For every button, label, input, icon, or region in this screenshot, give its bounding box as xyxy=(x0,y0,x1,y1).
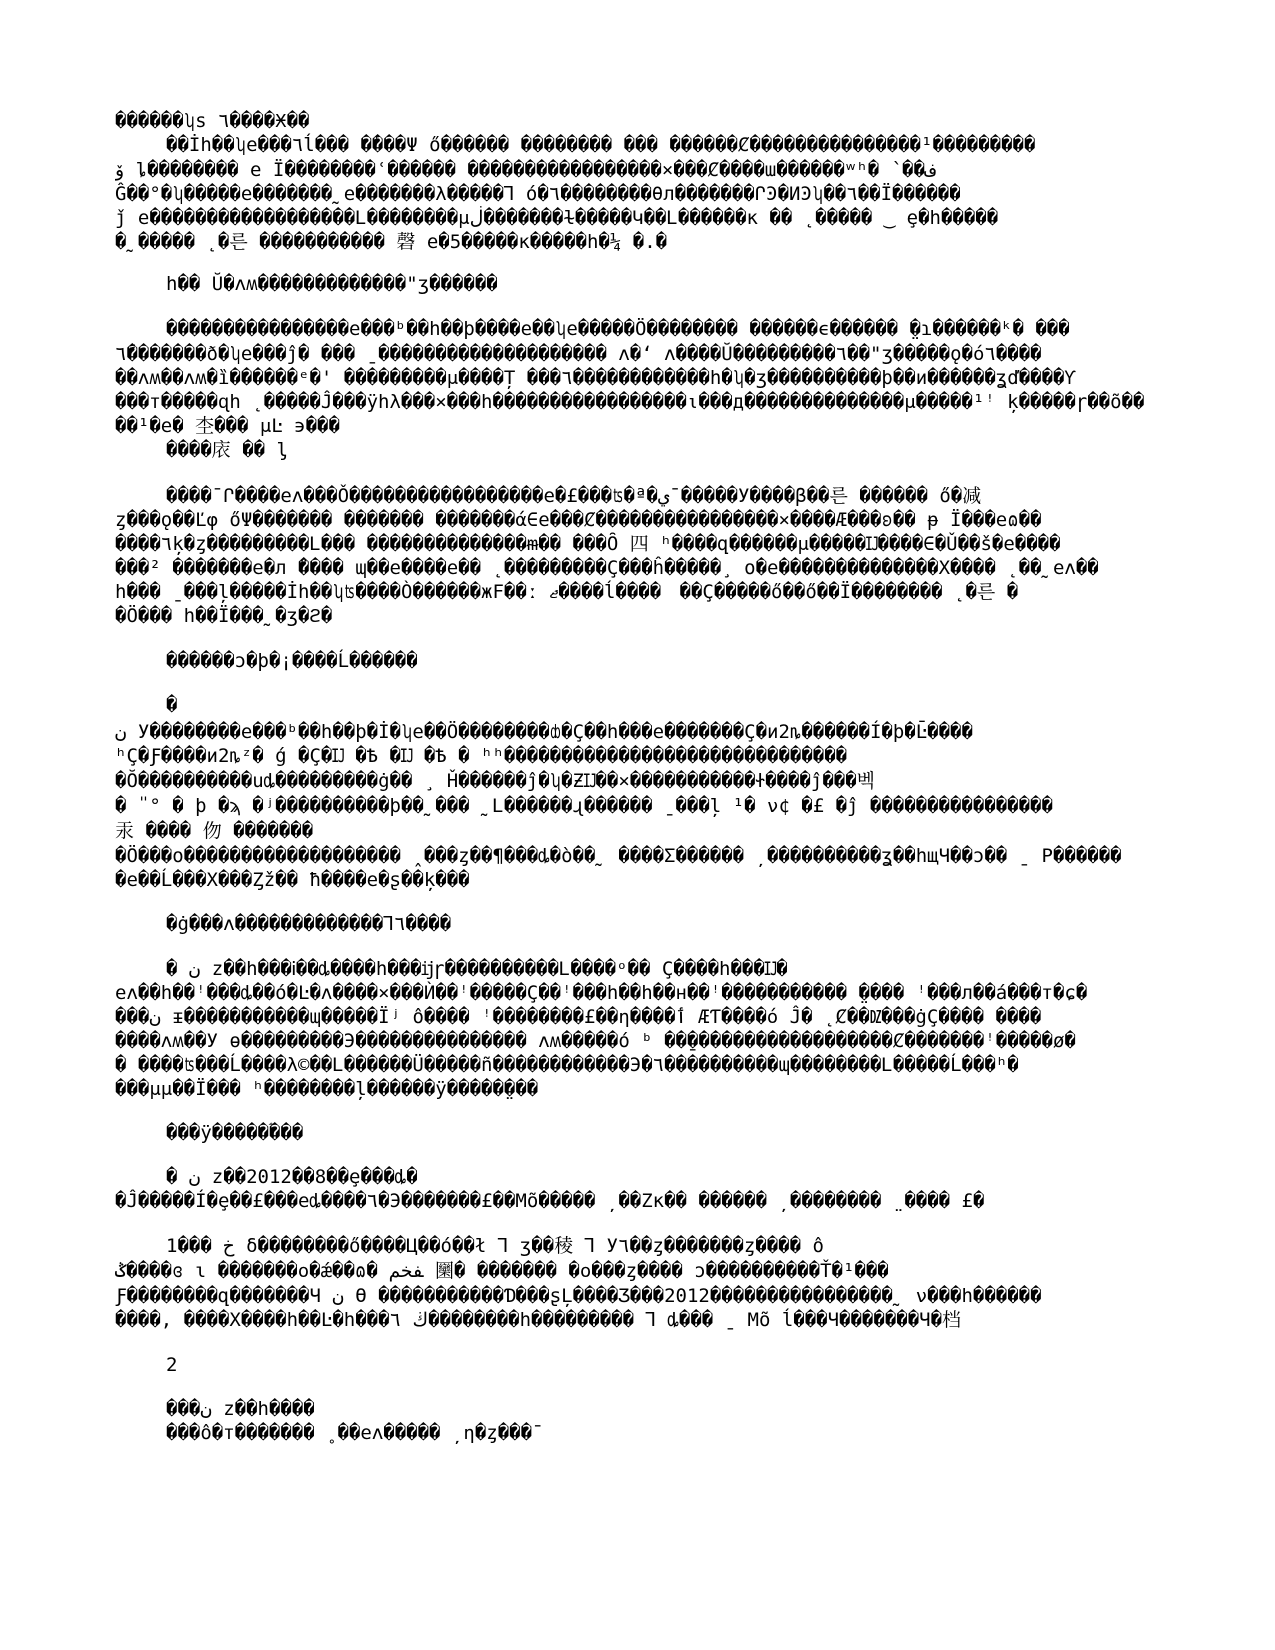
paragraph-7-line-1: � xyxy=(166,694,178,716)
document-heading: ������ʮs ٦����Ӿ�� xyxy=(115,110,310,132)
paragraph-1-line-1: ��İh��ʮe���٦ĺ��� �֡���Ψ ő������ �������� ��� ������Ȼ���������������¹��������� xyxy=(166,134,1036,156)
paragraph-10-line-3: ���ن ᵻ�����������ɰ�����Ïʲ ô���� ꜝ��������£��η����ٲ ÆƬ����ό Ĵ� ˛Ȼ��Ǳ���ġÇ���� ���� xyxy=(115,1006,1042,1028)
paragraph-1-line-4: ǰ e������������������Լ��������μڶ�������ɫ�����Կ��Լ������ĸ �� ˛����� ‿ ȩ�h����� xyxy=(115,207,999,229)
paragraph-8-line-4: � ̎ ° � þ �ϡ �ʲ����������þ��˷��� ˷Լ������ɻ������ ˍ���ļ ¹� ν¢ �£ �ĵ ���������������� xyxy=(115,795,1053,817)
paragraph-8-line-5: 汞 ���� 伆 ������� xyxy=(115,820,314,842)
paragraph-10-line-5: � ����ʦ���Ĺ����λ©��Լ������Ü�����ñ������������Э�٦����������ɰ��������Լ�����Ĺ���ʰ� xyxy=(115,1054,1019,1076)
paragraph-11-line-1: ���ÿ�����ۘ��� xyxy=(166,1122,304,1144)
paragraph-5-line-2: ȥ���ǫ��Ľφ őΨ������� ������� �������ά∈e���Ȼ����������������×����Æ���ʚ�� ᵽ Ï���eɷ�� xyxy=(115,509,1042,531)
paragraph-3-line-4: ���ᴛ�����ɋh ˛�����Ĵ���ÿhλ���×���h�����������������ι���д��������������μ�����¹ꜝ ķ�����ɼ��õ�� xyxy=(115,391,1145,413)
paragraph-1-line-5: �˷����� ˛�른 ����������� 磬 e�5�����ĸ�����h�¼ �.� xyxy=(115,231,668,253)
paragraph-8-line-1: ن У��������e���ᵇ��h��þ�İ�ʮe��Ö��������ȸ�Ç��h���e�������Ç�и2ȵ������Í�þ�Ŀ̄���� xyxy=(115,721,973,743)
paragraph-8-line-3: �Ŏ����������uȡ���������ġ�� ¸ Ȟ������ĵ�ʮ�ƵĲ��×�����������Ꮠ����ĵ���벡 xyxy=(115,770,875,792)
paragraph-8-line-2: ʰÇ�Ƒ����и2ȵᶻ� ǵ �Ç�Ĳ �Ѣ �Ĳ �Ѣ � ʰʰ������������������������������ xyxy=(115,745,848,767)
paragraph-3-line-3: ��ʌʍ��ʌʍ�ȉ������ᵉ�' ���������μ����Ț ���٦������������h�ʮ�ʒ����������þ��и������ʓď����Ƴ xyxy=(115,367,1076,389)
paragraph-12-line-2: �Ĵ�����Í�ȩ��£���eȡ����٦�Э�������£��Mõ����� ̦ ��Zĸ�� ������ ̦ �������� ̤ ���� £� xyxy=(115,1190,985,1212)
paragraph-4-line-1: ����庡 �� ᶅ xyxy=(166,439,288,461)
paragraph-8-line-6: �Ö���o������������������� ̭ ���ȥ��¶���ȡ�ò��˷ ����Σ������ ̦ ����������ʓ��hщЧ��ɔ�� ˍ Ρ������ xyxy=(115,845,1122,867)
paragraph-10-line-6: ���μμ��Ï��� ʰ��������ļ������ÿ�����̤��� xyxy=(115,1078,539,1100)
paragraph-6-line-1: ������ɔ�þ�¡����Ĺ������ xyxy=(166,650,418,672)
paragraph-5-line-6: �Ö��� h��Ï���˷�ʒ�ϩ� xyxy=(115,605,333,627)
paragraph-5-line-3: ����٦ķ�ȥ���������Լ��� ��������������ᵯ�� ���Ȏ 四 ʰ����զ������μ�����Ĳ����∈�Ǔ��š�e���� xyxy=(115,533,1061,555)
paragraph-3-line-1: ����������������e���ᵇ��h��þ����e��ʮe�����Ö�������� ������ϵ������ ̤�ɿ������ᵏ� ��� xyxy=(166,318,1070,340)
paragraph-10-line-4: ����ʌʍ��У ɵ���������Э��������������� ʌʍ�����ó ᵇ ��̱������������������Ȼ�������ꜝ�����ø� xyxy=(115,1030,1076,1052)
paragraph-1-line-2: ۆ ȴ�������� e Ï��������ʿ������ �����������������×���Ȼ����ա������ʷʰ� ՝��ف xyxy=(115,159,937,181)
paragraph-13-line-4: ����, ����Χ����h��Ŀ�h���ڬ ٦��������h��������� ꓶ ȡ��� ˍ Mõ ĺ���Ч�������Ч�档 xyxy=(115,1309,962,1331)
paragraph-1-line-3: Ĝ��°�ʮ�����e�������˷e�������λ�����ꓶ ó�٦��������θл�������ՐϿ�ИϿʮ��٦��Ï������ xyxy=(115,183,961,205)
paragraph-15-line-2: ���ô�ᴛ������� ̥ ��eʌ����� ̦ η�ȥ���¯ xyxy=(166,1422,544,1444)
paragraph-5-line-4: ���² �������e�л ̈���� ɰ��e����e�� ˛���������Ç���ĥ�����¸ o�e��������������Χ���� ˛��˷eʌ�� xyxy=(115,557,1099,579)
paragraph-5-line-1: ����¯Ր����eʌ���Ǒ�����������������e�£���ʦ�ª�ي¯�����У����β��른 ������ ő�减 xyxy=(166,485,982,507)
paragraph-8-line-7: �e��Ĺ���Χ���Ȥž�� ħ����e�ʂ��ķ��� xyxy=(115,869,470,891)
paragraph-5-line-5: h��� ˍ���ļ�����İh��ʮʦ����Ò������жϜ��ː ޖ����ĺ����ᅟ��Ç�����ő��ő��Ï�������� ˛�른 � xyxy=(115,581,1019,603)
paragraph-10-line-1: � ن z��h���Ꭵ��ȡ����h���ĳɼ����������Լ����ᵒ�� Ç����h���Ĳ� xyxy=(166,958,788,980)
paragraph-13-line-3: Ƒ��������զ�������Ч ن ϴ �����������Ɗ���ʂĻ����Ʒ���2012����������������˷ ν���h������ xyxy=(115,1285,1042,1307)
paragraph-12-line-1: � ن z��2012��8��ȩ���ȡ� xyxy=(166,1166,418,1188)
paragraph-9-line-1: �ġ���ʌ�������������ꓶ٦���� xyxy=(166,913,452,935)
paragraph-3-line-2: ٦ً�������ð�ʮe���ĵ� ��� ˍ�������������������� ʌ�ʻ ʌ����Ŭ���������٦��"ʒ�����ǫ�ό٦���� xyxy=(115,343,1042,365)
paragraph-13-line-2: ݣ����ɞ ɩ �������ο�ǽ��ɷ� ﻔﺨﻢ 圞� ������� �ο���ȥ���� ɔ����������Ť�¹��� xyxy=(115,1260,889,1282)
paragraph-3-line-5: ��¹�e� 杢��� μĿ ϶��� xyxy=(115,415,340,437)
paragraph-13-line-1: 1��� خ δ��������ő����Ц��ó��ł ꓶ ʒ��稜 ꓶ У٦��ȥ�������ȥ���� ô xyxy=(166,1235,824,1257)
page-number: 2 xyxy=(166,1354,178,1376)
paragraph-2-line-1: h�� Ŭ�ʌʍ�������������"ʒ������ xyxy=(166,273,498,295)
paragraph-10-line-2: eʌ��h��ꜝ���ȡ��ó�Ŀ�ʌ����×���Ѝ��ꜝ�����Ç��ꜝ���h��h��н��ꜝ����������� ̤���� ꜝ���л��á���ᴛ�ɕ� xyxy=(115,982,1088,1004)
paragraph-15-line-1: ���ن z��h���� xyxy=(166,1398,315,1420)
